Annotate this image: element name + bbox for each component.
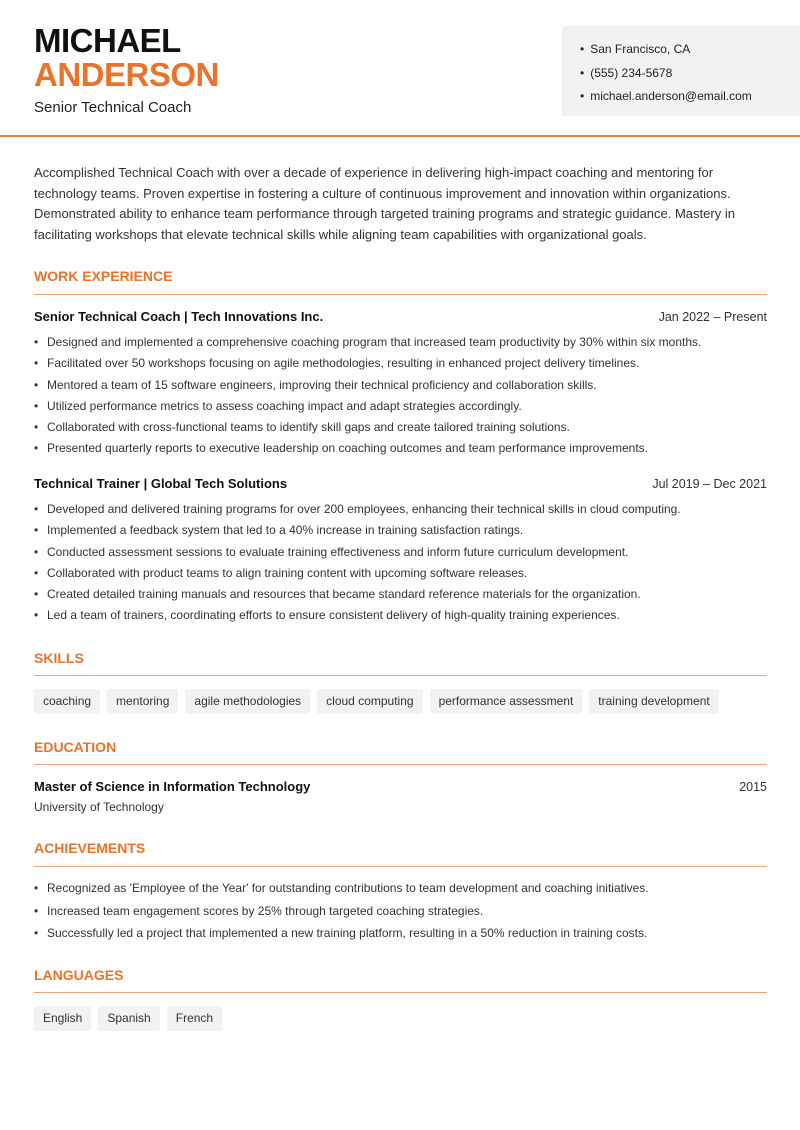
list-item: • Successfully led a project that implemented a new training platform, resulting in a 50% reduction in training costs. — [34, 922, 767, 945]
job-role: Technical Trainer | Global Tech Solutions — [34, 476, 288, 491]
job-entry-header — [34, 476, 767, 492]
summary-paragraph: Accomplished Technical Coach with over a decade of experience in delivering high-impact coaching and mentoring for technology teams. Proven expertise in fostering a culture of continuous improvement and innovation within organizations. Demonstrated ability to enhance team performance through targeted training programs and strategic guidance. Mastery in facilitating workshops that elevate technical skills while aligning team capabilities with organizational goals. — [34, 165, 735, 243]
skill-tag: training development — [589, 689, 718, 714]
job-dates: Jan 2022 – Present — [658, 310, 767, 324]
list-item: • Presented quarterly reports to executive leadership on coaching outcomes and team performance improvements. — [34, 438, 767, 459]
section-divider — [34, 866, 767, 867]
education-school: University of Technology — [34, 800, 164, 814]
languages-tag-list — [34, 1006, 222, 1031]
skill-tag: agile methodologies — [185, 689, 310, 714]
section-title-achievements: ACHIEVEMENTS — [34, 840, 146, 856]
job-bullet-list — [34, 332, 767, 460]
contact-phone: • (555) 234-5678 — [580, 62, 752, 86]
first-name: MICHAEL — [34, 22, 181, 59]
contact-location: • San Francisco, CA — [580, 38, 752, 62]
job-dates: Jul 2019 – Dec 2021 — [652, 477, 767, 491]
skills-tag-list — [34, 689, 719, 714]
section-title-work: WORK EXPERIENCE — [34, 268, 173, 284]
headline-title: Senior Technical Coach — [34, 99, 192, 116]
list-item: • Led a team of trainers, coordinating efforts to ensure consistent delivery of high-quality training experiences. — [34, 605, 767, 626]
skill-tag: coaching — [34, 689, 100, 714]
section-title-skills: SKILLS — [34, 650, 84, 666]
list-item: • Designed and implemented a comprehensive coaching program that increased team productivity by 30% within six months. — [34, 332, 767, 353]
list-item: • Collaborated with product teams to align training content with upcoming software releases. — [34, 563, 767, 584]
list-item: • Utilized performance metrics to assess coaching impact and adapt strategies accordingly. — [34, 396, 767, 417]
list-item: • Conducted assessment sessions to evaluate training effectiveness and inform future curriculum development. — [34, 542, 767, 563]
section-title-education: EDUCATION — [34, 739, 117, 755]
list-item: • Developed and delivered training programs for over 200 employees, enhancing their technical skills in cloud computing. — [34, 499, 767, 520]
job-entry-header — [34, 309, 767, 325]
list-item: • Facilitated over 50 workshops focusing on agile methodologies, resulting in enhanced project delivery timelines. — [34, 353, 767, 374]
contact-box — [562, 26, 800, 116]
contact-email: • michael.anderson@email.com — [580, 85, 752, 109]
section-divider — [34, 675, 767, 676]
job-bullet-list — [34, 499, 767, 627]
list-item: • Collaborated with cross-functional teams to identify skill gaps and create tailored training solutions. — [34, 417, 767, 438]
list-item: • Mentored a team of 15 software engineers, improving their technical proficiency and collaboration skills. — [34, 375, 767, 396]
contact-list — [580, 38, 752, 109]
last-name: ANDERSON — [34, 56, 219, 93]
resume-header — [0, 0, 800, 137]
skill-tag: performance assessment — [430, 689, 583, 714]
achievements-list — [34, 877, 767, 945]
language-tag: French — [167, 1006, 222, 1031]
section-divider — [34, 992, 767, 993]
language-tag: Spanish — [98, 1006, 159, 1031]
education-year: 2015 — [739, 780, 767, 794]
skill-tag: cloud computing — [317, 689, 422, 714]
list-item: • Recognized as 'Employee of the Year' for outstanding contributions to team development and coaching initiatives. — [34, 877, 767, 900]
section-divider — [34, 294, 767, 295]
skill-tag: mentoring — [107, 689, 178, 714]
job-role: Senior Technical Coach | Tech Innovations Inc. — [34, 309, 324, 324]
section-title-languages: LANGUAGES — [34, 967, 124, 983]
section-divider — [34, 764, 767, 765]
education-degree: Master of Science in Information Technology — [34, 779, 311, 794]
language-tag: English — [34, 1006, 91, 1031]
list-item: • Implemented a feedback system that led to a 40% increase in training satisfaction ratings. — [34, 520, 767, 541]
list-item: • Created detailed training manuals and resources that became standard reference materials for the organization. — [34, 584, 767, 605]
list-item: • Increased team engagement scores by 25% through targeted coaching strategies. — [34, 900, 767, 923]
